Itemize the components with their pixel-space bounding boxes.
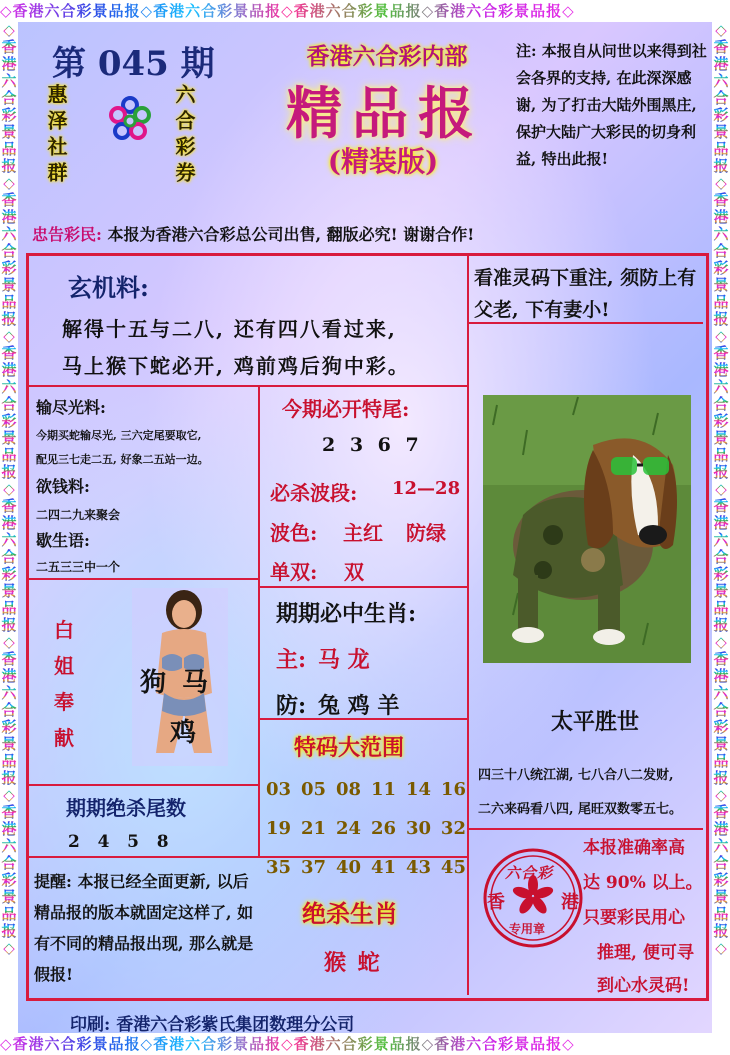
- tema-title: 特码大范围: [294, 735, 405, 761]
- stamp-left-text: 香: [487, 892, 505, 913]
- divider-tewei: [259, 586, 468, 588]
- accuracy-line-3: 只要彩民用心: [583, 908, 685, 928]
- edition-label: (精装版): [327, 145, 439, 178]
- taiping-line-1: 四三十八统江湖, 七八合八二发财,: [478, 768, 674, 783]
- tema-number: 24: [335, 818, 362, 839]
- divider-girl: [29, 784, 259, 786]
- shengxiao-guard-value: 兔 鸡 羊: [318, 693, 400, 719]
- shujin-title: 输尽光料:: [36, 398, 106, 417]
- header-notice: 注: 本报自从问世以来得到社会各界的支持, 在此深深感谢, 为了打击大陆外围黑庄, 保护大陆广大彩民的切身利益, 特出此报!: [516, 42, 707, 168]
- danshuang-label: 单双:: [270, 560, 318, 584]
- org-name: 香港六合彩内部: [306, 43, 468, 70]
- tema-number: 16: [440, 779, 466, 800]
- shujin-text-1: 今期买蛇输尽光, 三六定尾要取它,: [36, 429, 202, 442]
- warning-line: [32, 222, 474, 245]
- stamp-top-text: 六合彩: [505, 864, 554, 882]
- issue-number: 第 045 期: [52, 44, 215, 84]
- bose-label: 波色:: [270, 521, 318, 545]
- bose-main: 主红: [343, 521, 383, 545]
- shengxiao-main-label: 主:: [276, 647, 307, 673]
- warning-text: 本报为香港六合彩总公司出售, 翻版必究! 谢谢合作!: [107, 225, 475, 244]
- stamp-bottom-text: 专用章: [509, 922, 546, 936]
- tewei-digits: 2 3 6 7: [322, 434, 423, 456]
- warning-lead: 忠告彩民:: [32, 225, 102, 244]
- xuanji-title: 玄机料:: [68, 273, 149, 302]
- shengxiao-guard-label: 防:: [276, 693, 307, 719]
- page-title: 精品报: [286, 81, 484, 147]
- bosha-value: 12—28: [392, 478, 461, 499]
- divider-xuanji: [29, 385, 468, 387]
- danshuang-value: 双: [344, 560, 364, 584]
- juesha-wei-digits: 2 4 5 8: [68, 832, 169, 852]
- juesha-shengxiao-value: 猴 蛇: [324, 950, 382, 976]
- taiping-title: 太平胜世: [551, 709, 640, 735]
- tema-number: 26: [370, 818, 397, 839]
- tema-number: 30: [405, 818, 431, 839]
- tema-row-3: [266, 857, 466, 878]
- tema-number: 11: [370, 779, 397, 800]
- lottery-logo-icon: [100, 95, 160, 143]
- juesha-shengxiao-title: 绝杀生肖: [302, 899, 398, 928]
- accuracy-line-2: 达 90% 以上。: [583, 873, 703, 893]
- printer-line: 印刷: 香港六合彩紫氏集团数理分公司: [70, 1015, 355, 1035]
- border-top: ◇香港六合彩景品报◇香港六合彩景品报◇香港六合彩景品报◇香港六合彩景品报◇: [0, 0, 730, 22]
- border-right: ◇香港六合彩景品报◇香港六合彩景品报◇香港六合彩景品报◇香港六合彩景品报◇香港六合彩景品报◇香港六合彩景品报◇: [712, 22, 730, 1033]
- yuqian-text: 二四二九来聚会: [36, 508, 121, 522]
- tema-number: 37: [300, 857, 327, 878]
- accuracy-line-1: 本报准确率高: [583, 838, 685, 858]
- side-slogan-left: 惠泽社群: [44, 84, 68, 188]
- bosha-label: 必杀波段:: [270, 481, 358, 505]
- tema-number: 19: [266, 818, 292, 839]
- xiesheng-title: 歇生语:: [36, 531, 90, 550]
- bose-guard: 防绿: [406, 521, 446, 545]
- shengxiao-title: 期期必中生肖:: [276, 601, 417, 627]
- official-stamp: [475, 836, 585, 954]
- shujin-text-2: 配见三七走二五, 好象二五站一边。: [36, 453, 209, 466]
- girl-overlay-3: 鸡: [170, 718, 197, 748]
- juesha-wei-title: 期期绝杀尾数: [66, 796, 186, 820]
- yuqian-title: 欲钱料:: [36, 477, 90, 496]
- accuracy-line-5: 到心水灵码!: [597, 976, 690, 996]
- dog-photo: [483, 395, 691, 663]
- tema-row-1: [266, 779, 466, 800]
- tema-number: 03: [266, 779, 292, 800]
- divider-shujin: [29, 578, 259, 580]
- stamp-right-text: 港: [561, 892, 579, 913]
- tema-number: 14: [405, 779, 431, 800]
- divider-right: [467, 256, 469, 995]
- tema-number: 41: [370, 857, 397, 878]
- tema-number: 40: [335, 857, 362, 878]
- taiping-line-2: 二六来码看八四, 尾旺双数零五七。: [478, 802, 683, 817]
- tema-row-2: [266, 818, 466, 839]
- divider-taiping: [468, 828, 703, 830]
- side-slogan-right: 六合彩券: [172, 84, 196, 188]
- top-right-note: 看准灵码下重注, 须防上有父老, 下有妻小!: [474, 267, 697, 321]
- xuanji-line-2: 马上猴下蛇必开, 鸡前鸡后狗中彩。: [62, 354, 410, 378]
- tema-number: 32: [440, 818, 466, 839]
- girl-overlay-2: 马: [182, 668, 209, 698]
- accuracy-line-4: 推理, 便可寻: [597, 943, 694, 963]
- girl-overlay-1: 狗: [140, 668, 167, 698]
- divider-mid: [258, 387, 260, 857]
- border-bottom: ◇香港六合彩景品报◇香港六合彩景品报◇香港六合彩景品报◇香港六合彩景品报◇: [0, 1033, 730, 1055]
- xuanji-line-1: 解得十五与二八, 还有四八看过来,: [62, 317, 397, 341]
- tema-number: 35: [266, 857, 292, 878]
- tema-number: 21: [300, 818, 327, 839]
- border-left: ◇香港六合彩景品报◇香港六合彩景品报◇香港六合彩景品报◇香港六合彩景品报◇香港六合彩景品报◇香港六合彩景品报◇: [0, 22, 18, 1033]
- reminder-text: 提醒: 本报已经全面更新, 以后精品报的版本就固定这样了, 如有不同的精品报出现, 那么就是假报!: [34, 872, 254, 984]
- tewei-title: 今期必开特尾:: [282, 397, 410, 421]
- tema-number: 43: [405, 857, 431, 878]
- shengxiao-main-value: 马 龙: [318, 647, 370, 673]
- tema-number: 08: [335, 779, 362, 800]
- xiesheng-text: 二五三三中一个: [36, 560, 121, 574]
- tema-number: 05: [300, 779, 327, 800]
- tema-number: 45: [440, 857, 466, 878]
- white-girl-label: 白姐奉献: [54, 618, 74, 750]
